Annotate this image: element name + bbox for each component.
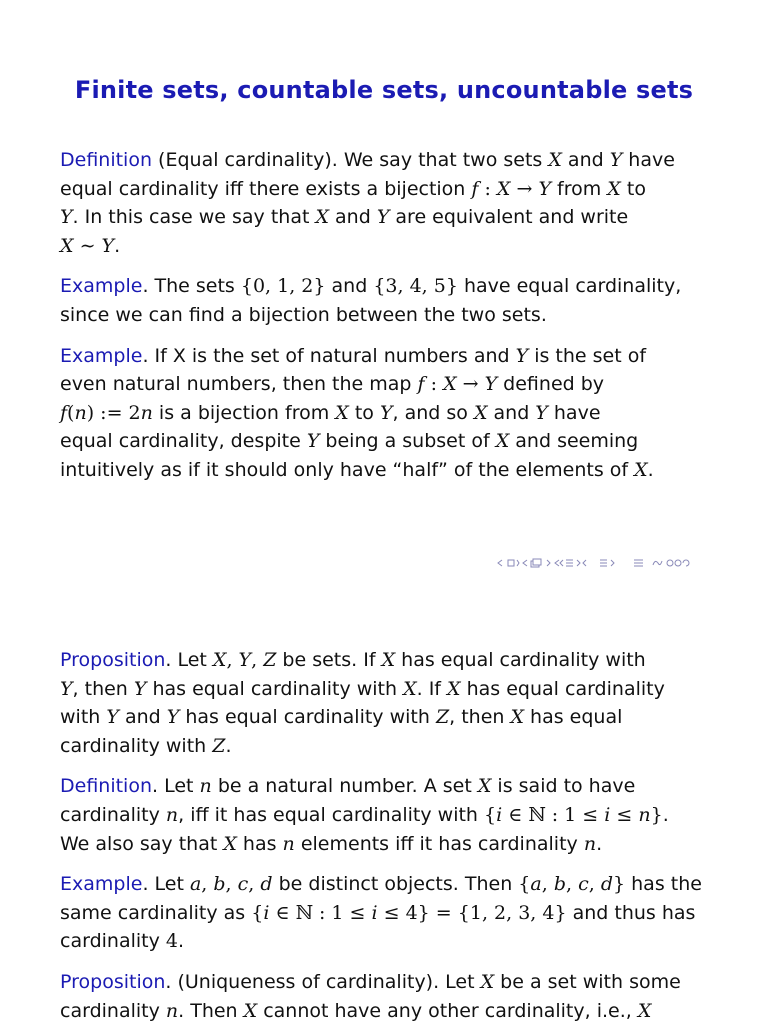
math-expression: , <box>565 873 579 896</box>
math-symbol: Y <box>60 206 73 229</box>
math-expression: : <box>478 177 497 200</box>
text-run: same cardinality as <box>60 901 252 924</box>
text-line <box>60 870 720 899</box>
math-symbol: i <box>263 901 270 924</box>
proposition-uniqueness-of-cardinality <box>60 968 720 1024</box>
text-line <box>60 427 720 456</box>
text-run: cardinality <box>60 930 166 953</box>
math-expression: , <box>588 873 601 896</box>
math-expression: , <box>225 873 238 896</box>
math-symbol: X <box>335 401 349 424</box>
text-run: has the <box>625 873 702 896</box>
math-symbol: Y <box>538 177 551 200</box>
text-run: since we can find a bijection between the two sets. <box>60 303 547 326</box>
text-run: has equal cardinality with <box>146 677 404 700</box>
math-symbol: Z <box>263 649 277 671</box>
text-run: . Then <box>178 999 244 1022</box>
text-run: . <box>225 734 232 757</box>
text-run: . Let <box>142 873 190 896</box>
math-expression: , <box>541 873 554 896</box>
text-run: . If X is the set of natural numbers and <box>142 344 516 367</box>
math-expression: , <box>248 873 261 896</box>
text-run: be distinct objects. Then <box>272 873 519 896</box>
math-expression: {3, 4, 5} <box>373 275 458 298</box>
math-symbol: Y <box>306 430 320 453</box>
text-run: , iff it has equal cardinality with <box>178 803 485 826</box>
math-symbol: X <box>480 970 495 993</box>
text-run: . <box>596 832 603 855</box>
math-symbol: X <box>495 430 510 453</box>
math-symbol: Y <box>238 649 252 671</box>
text-run: be a natural number. A set <box>211 775 478 798</box>
text-run: . The sets <box>142 275 241 298</box>
text-run: even natural numbers, then the map <box>60 373 418 396</box>
text-line <box>60 232 720 261</box>
nav-next-section-icon[interactable] <box>598 556 628 570</box>
text-line <box>60 146 720 175</box>
math-symbol: n <box>140 401 153 424</box>
math-symbol: X <box>634 458 648 481</box>
text-run: and <box>561 149 610 171</box>
text-line <box>60 342 720 371</box>
text-run: is said to have <box>491 775 636 798</box>
math-symbol: i <box>604 803 611 826</box>
text-run: have <box>622 149 675 171</box>
text-line <box>60 675 720 704</box>
example-even-numbers <box>60 342 720 485</box>
text-run: and <box>329 206 377 229</box>
math-symbol: n <box>199 775 212 798</box>
math-symbol: Y <box>515 344 529 367</box>
text-run: cardinality <box>60 803 166 826</box>
math-symbol: X <box>443 373 457 396</box>
block-label: Definition <box>60 149 153 171</box>
math-expression: ≤ 4} = {1, 2, 3, 4} <box>377 901 567 924</box>
math-symbol: f <box>471 177 479 200</box>
text-line <box>60 703 720 732</box>
slide-2 <box>0 590 768 1024</box>
math-symbol: X <box>447 677 461 700</box>
math-symbol: Y <box>376 206 390 229</box>
text-run: and <box>325 275 374 298</box>
math-symbol: b <box>553 873 566 896</box>
nav-prev-section-icon[interactable] <box>554 556 596 570</box>
math-symbol: i <box>496 803 503 826</box>
text-line <box>60 927 720 956</box>
nav-search-icon[interactable] <box>650 556 690 570</box>
text-run: has <box>236 832 283 855</box>
text-run: and <box>487 401 536 424</box>
math-expression: : <box>424 373 444 396</box>
text-run: . (Uniqueness of cardinality). Let <box>165 970 481 993</box>
math-expression: { <box>251 901 264 924</box>
text-line <box>60 997 720 1024</box>
text-line <box>60 830 720 859</box>
slide-2-body <box>60 646 720 1024</box>
text-run: and seeming <box>509 430 639 453</box>
math-symbol: Z <box>212 734 226 757</box>
math-expression: ∈ ℕ : 1 ≤ <box>502 803 605 826</box>
math-symbol: n <box>74 401 87 424</box>
math-symbol: X <box>496 177 511 200</box>
text-run: from <box>551 177 608 200</box>
math-symbol: Y <box>166 706 180 729</box>
text-run: be a set with some <box>494 970 681 993</box>
text-line <box>60 772 720 801</box>
math-symbol: Y <box>609 149 623 171</box>
text-run: and thus has <box>566 901 696 924</box>
text-run: elements iff it has cardinality <box>294 832 584 855</box>
nav-prev-subsection-icon[interactable] <box>522 556 552 570</box>
text-run: defined by <box>497 373 605 396</box>
text-run: . If <box>416 677 448 700</box>
text-line <box>60 272 720 301</box>
math-symbol: Z <box>435 706 450 729</box>
text-run: has equal <box>524 706 623 729</box>
text-run: (Equal cardinality). We say that two sets <box>152 149 549 171</box>
text-line <box>60 203 720 232</box>
text-line <box>60 732 720 761</box>
math-symbol: Y <box>101 234 115 257</box>
math-symbol: X <box>607 177 621 200</box>
math-expression: { <box>484 803 497 826</box>
text-run: have equal cardinality, <box>457 275 682 298</box>
math-expression: ≤ <box>610 803 639 826</box>
text-run: . In this case we say that <box>72 206 316 229</box>
math-symbol: X <box>548 149 562 171</box>
math-expression: {0, 1, 2} <box>240 275 326 298</box>
text-run: . <box>662 803 669 826</box>
text-run: cannot have any other cardinality, i.e., <box>257 999 638 1022</box>
math-expression: , <box>201 873 214 896</box>
text-run: , and so <box>392 401 474 424</box>
math-expression: ∈ ℕ : 1 ≤ <box>269 901 372 924</box>
text-run: is the set of <box>528 344 647 367</box>
nav-prev-frame-icon[interactable] <box>496 556 520 570</box>
text-run: . <box>647 458 654 481</box>
definition-equal-cardinality <box>60 146 720 260</box>
text-run: . Let <box>152 775 200 798</box>
text-line <box>60 646 720 675</box>
text-run: , then <box>72 677 134 700</box>
block-label: Proposition <box>60 649 166 671</box>
math-expression: } <box>650 803 663 826</box>
text-line <box>60 301 720 330</box>
math-symbol: n <box>165 803 179 826</box>
block-label: Example <box>60 873 143 896</box>
math-symbol: a <box>530 873 542 896</box>
math-symbol: f <box>60 401 68 424</box>
math-symbol: c <box>237 873 249 896</box>
math-expression: ) := 2 <box>86 401 141 424</box>
text-run: . Let <box>165 649 213 671</box>
text-run: to <box>348 401 380 424</box>
slide-1-body <box>60 146 720 497</box>
text-run: We also say that <box>60 832 224 855</box>
math-expression: → <box>510 177 539 200</box>
math-symbol: b <box>213 873 226 896</box>
math-symbol: X <box>212 649 227 671</box>
block-label: Proposition <box>60 970 166 993</box>
text-run: with <box>60 706 107 729</box>
math-expression: ( <box>67 401 75 424</box>
math-symbol: n <box>282 832 295 855</box>
text-run: cardinality with <box>60 734 213 757</box>
math-expression: ∼ <box>73 234 102 257</box>
text-line <box>60 175 720 204</box>
block-label: Example <box>60 344 143 367</box>
text-run: are equivalent and write <box>389 206 629 229</box>
beamer-navigation-bar <box>496 555 690 571</box>
math-symbol: Y <box>379 401 393 424</box>
math-symbol: X <box>510 706 525 729</box>
definition-cardinality-n <box>60 772 720 858</box>
math-symbol: Y <box>535 401 548 424</box>
math-expression: → <box>456 373 485 396</box>
math-symbol: d <box>260 873 273 896</box>
math-symbol: X <box>223 832 237 855</box>
math-symbol: Y <box>60 677 73 700</box>
text-line <box>60 370 720 399</box>
text-run: has equal cardinality with <box>395 649 646 671</box>
math-symbol: c <box>578 873 589 896</box>
math-symbol: n <box>165 999 179 1022</box>
math-symbol: f <box>417 373 425 396</box>
slide-title: Finite sets, countable sets, uncountable sets <box>74 76 694 104</box>
text-line <box>60 399 720 428</box>
text-run: and <box>118 706 167 729</box>
text-run: has equal cardinality with <box>179 706 436 729</box>
text-run: equal cardinality, despite <box>60 430 307 453</box>
text-run: being a subset of <box>319 430 496 453</box>
math-symbol: d <box>600 873 613 896</box>
text-run: cardinality <box>60 999 166 1022</box>
example-finite-sets <box>60 272 720 329</box>
math-symbol: X <box>243 999 258 1022</box>
text-line <box>60 899 720 928</box>
math-expression: , <box>251 649 264 671</box>
text-line <box>60 801 720 830</box>
math-symbol: Y <box>106 706 119 729</box>
math-symbol: i <box>371 901 378 924</box>
text-run: have <box>547 401 601 424</box>
block-label: Definition <box>60 775 153 798</box>
math-symbol: X <box>381 649 396 671</box>
example-abcd <box>60 870 720 956</box>
math-symbol: Y <box>133 677 147 700</box>
text-run: has equal cardinality <box>460 677 665 700</box>
math-symbol: Y <box>484 373 498 396</box>
math-expression: 4 <box>165 930 178 953</box>
text-run: to <box>620 177 646 200</box>
proposition-cardinality-equivalence <box>60 646 720 760</box>
text-run: intuitively as if it should only have “half” of the elements of <box>60 458 635 481</box>
math-symbol: X <box>403 677 417 700</box>
text-line <box>60 456 720 485</box>
math-expression: , <box>226 649 239 671</box>
math-expression: } <box>613 873 626 896</box>
math-symbol: X <box>637 999 652 1022</box>
text-run: is a bijection from <box>152 401 336 424</box>
text-run: equal cardinality iff there exists a bijection <box>60 177 472 200</box>
block-label: Example <box>60 275 143 298</box>
nav-align-icon[interactable] <box>630 556 648 570</box>
math-symbol: X <box>477 775 492 798</box>
math-expression: { <box>518 873 531 896</box>
text-run: . <box>177 930 185 953</box>
text-run: be sets. If <box>276 649 382 671</box>
text-line <box>60 968 720 997</box>
text-run: , then <box>449 706 511 729</box>
math-symbol: a <box>189 873 202 896</box>
math-symbol: n <box>583 832 597 855</box>
text-run: . <box>114 234 121 257</box>
math-symbol: X <box>473 401 488 424</box>
math-symbol: X <box>315 206 329 229</box>
math-symbol: X <box>60 234 74 257</box>
math-symbol: n <box>638 803 651 826</box>
